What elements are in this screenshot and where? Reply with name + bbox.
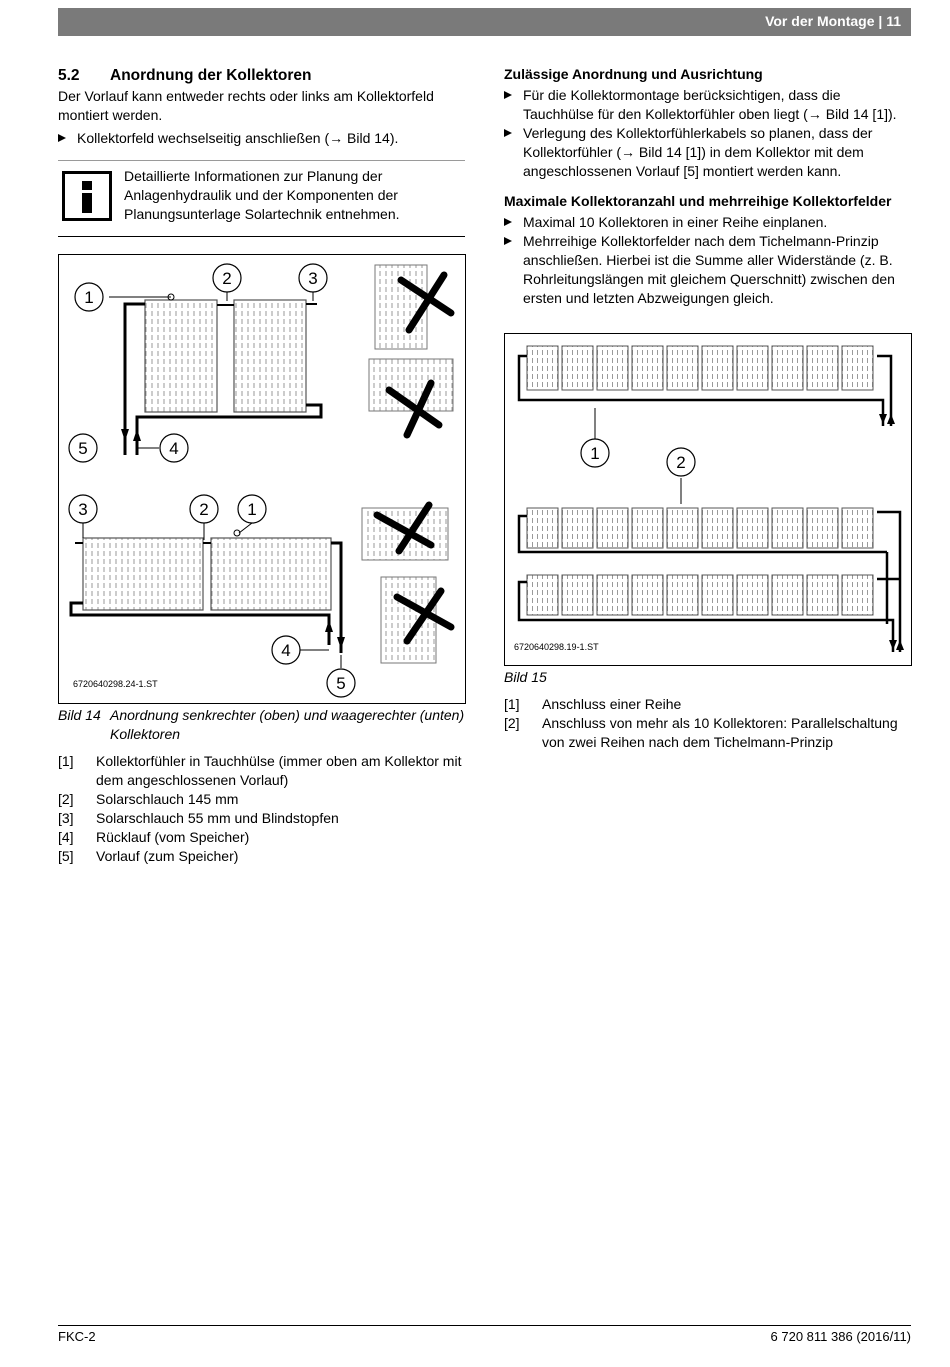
collector-panel — [842, 575, 873, 615]
legend-key: [1] — [504, 696, 520, 712]
collector-panel — [807, 575, 838, 615]
figure-14-drawing — [59, 255, 465, 703]
bullet-arrow-icon — [504, 129, 512, 137]
collector-panel — [842, 508, 873, 548]
footer-rule — [58, 1325, 911, 1326]
figure-15 — [504, 333, 912, 666]
fig15-legend — [504, 695, 911, 752]
right-column — [504, 65, 911, 308]
header-title: Vor der Montage | 11 — [765, 13, 901, 29]
collector-panel — [597, 575, 628, 615]
collector-panel — [562, 575, 593, 615]
right-heading-1: Zulässige Anordnung und Ausrichtung — [504, 66, 763, 82]
legend-item — [58, 809, 468, 828]
legend-text: Vorlauf (zum Speicher) — [96, 848, 239, 864]
collector-panel — [597, 346, 628, 390]
collector-panel — [667, 575, 698, 615]
collector-panel — [807, 508, 838, 548]
fig14-caption-text: Anordnung senkrechter (oben) und waagerechter (unten) Kollektoren — [110, 707, 465, 742]
section-number: 5.2 — [58, 67, 80, 84]
right-heading-2: Maximale Kollektoranzahl und mehrreihige Kollektorfelder — [504, 193, 892, 209]
collector-panel — [597, 508, 628, 548]
collector-panel — [842, 346, 873, 390]
fig14-label-2-bottom: 2 — [199, 500, 209, 519]
right-bullet-2-text: Verlegung des Kollektorfühlerkabels so planen, dass der Kollektorfühler (→ Bild 14 [1]) in dem Kollektor mit dem angeschlossenen Vorlauf [5] montiert werden kann. — [523, 125, 873, 179]
right-bullet-2 — [504, 124, 911, 181]
legend-text: Solarschlauch 145 mm — [96, 791, 239, 807]
legend-text: Kollektorfühler in Tauchhülse (immer oben am Kollektor mit dem angeschlossenen Vorlauf) — [96, 753, 462, 788]
legend-text: Solarschlauch 55 mm und Blindstopfen — [96, 810, 339, 826]
footer-right: 6 720 811 386 (2016/11) — [770, 1329, 911, 1344]
legend-text: Rücklauf (vom Speicher) — [96, 829, 250, 845]
legend-item — [58, 828, 468, 847]
collector-panel — [737, 346, 768, 390]
right-bullet-3-text: Maximal 10 Kollektoren in einer Reihe einplanen. — [523, 214, 828, 230]
footer-left: FKC-2 — [58, 1329, 96, 1344]
fig14-label-4-top: 4 — [169, 439, 179, 458]
fig15-code: 6720640298.19-1.ST — [514, 642, 599, 652]
collector-panel — [702, 508, 733, 548]
fig14-label-3-top: 3 — [308, 269, 318, 288]
collector-panel — [737, 575, 768, 615]
fig14-label-5-bottom: 5 — [336, 674, 346, 693]
collector-panel — [737, 508, 768, 548]
section-bullet — [58, 129, 468, 148]
right-bullet-3 — [504, 213, 911, 232]
collector-panel — [667, 346, 698, 390]
collector-panel — [562, 508, 593, 548]
section-intro: Der Vorlauf kann entweder rechts oder links am Kollektorfeld montiert werden. — [58, 88, 434, 123]
legend-item — [58, 790, 468, 809]
legend-item — [504, 695, 911, 714]
collector-panel — [527, 575, 558, 615]
collector-panel — [527, 508, 558, 548]
figure-14 — [58, 254, 466, 704]
section-heading — [58, 66, 468, 85]
fig14-label-1-bottom: 1 — [247, 500, 257, 519]
legend-key: [2] — [58, 791, 74, 807]
collector-panel — [772, 575, 803, 615]
note-text: Detaillierte Informationen zur Planung der Anlagenhydraulik und der Komponenten der Planungsunterlage Solartechnik entnehmen. — [124, 168, 400, 222]
collector-panel — [527, 346, 558, 390]
fig15-label-1: 1 — [590, 444, 600, 463]
legend-key: [5] — [58, 848, 74, 864]
legend-key: [2] — [504, 715, 520, 731]
fig14-caption — [58, 706, 468, 744]
legend-text: Anschluss einer Reihe — [542, 696, 682, 712]
collector-panel — [632, 575, 663, 615]
legend-key: [4] — [58, 829, 74, 845]
left-column — [58, 66, 468, 148]
collector-panel — [772, 508, 803, 548]
legend-key: [3] — [58, 810, 74, 826]
bullet-arrow-icon — [504, 218, 512, 226]
fig15-caption: Bild 15 — [504, 669, 547, 685]
figure-15-drawing — [505, 334, 911, 665]
collector-panel — [702, 575, 733, 615]
bullet-arrow-icon — [58, 134, 66, 142]
collector-panel — [632, 508, 663, 548]
right-bullet-1 — [504, 86, 911, 124]
fig15-label-2: 2 — [676, 453, 686, 472]
fig14-code: 6720640298.24-1.ST — [73, 679, 158, 689]
legend-item — [504, 714, 911, 752]
info-note — [58, 160, 465, 237]
info-icon — [62, 171, 112, 221]
fig14-legend — [58, 752, 468, 866]
fig14-label-4-bottom: 4 — [281, 641, 291, 660]
legend-key: [1] — [58, 753, 74, 769]
collector-panel — [702, 346, 733, 390]
fig14-label-5-top: 5 — [78, 439, 88, 458]
fig14-label-2-top: 2 — [222, 269, 232, 288]
legend-text: Anschluss von mehr als 10 Kollektoren: Parallelschaltung von zwei Reihen nach dem Tichelmann-Prinzip — [542, 715, 898, 750]
legend-item — [58, 752, 468, 790]
legend-item — [58, 847, 468, 866]
page-header — [58, 8, 911, 36]
bullet-arrow-icon — [504, 91, 512, 99]
fig14-label-3-bottom: 3 — [78, 500, 88, 519]
collector-panel — [562, 346, 593, 390]
collector-panel — [632, 346, 663, 390]
right-bullet-4 — [504, 232, 911, 308]
section-title: Anordnung der Kollektoren — [110, 67, 312, 84]
collector-panel — [772, 346, 803, 390]
right-bullet-4-text: Mehrreihige Kollektorfelder nach dem Tichelmann-Prinzip anschließen. Hierbei ist die Summe aller Widerstände (z. B. Rohrleitungslängen mit gleichem Querschnitt) zwischen den ersten und letzten Abzweigungen gleich. — [523, 233, 895, 306]
fig14-label-1-top: 1 — [84, 288, 94, 307]
collector-panel — [667, 508, 698, 548]
section-bullet-text: Kollektorfeld wechselseitig anschließen (→ Bild 14). — [77, 130, 399, 146]
bullet-arrow-icon — [504, 237, 512, 245]
right-bullet-1-text: Für die Kollektormontage berücksichtigen, dass die Tauchhülse für den Kollektorfühler oben liegt (→ Bild 14 [1]). — [523, 87, 897, 122]
fig14-caption-number: Bild 14 — [58, 707, 101, 723]
collector-panel — [807, 346, 838, 390]
